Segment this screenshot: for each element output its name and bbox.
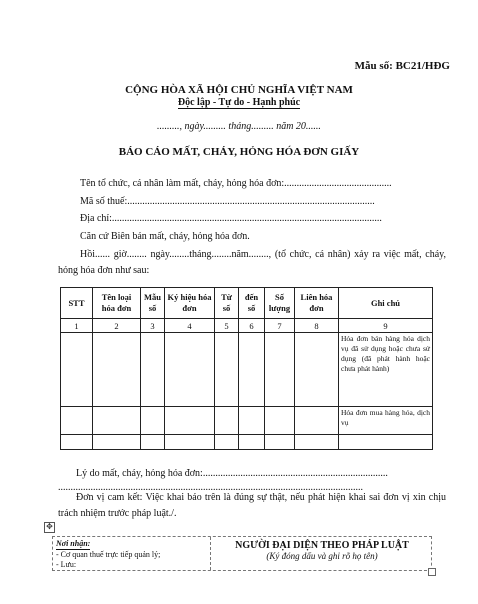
table-cell[interactable]: [295, 333, 339, 407]
table-row: [61, 407, 433, 435]
header-quantity: Số lượng: [265, 288, 295, 319]
col-number: 5: [215, 319, 239, 333]
table-cell[interactable]: [165, 333, 215, 407]
tax-code-field: Mã số thuế:...................................................................................................: [80, 196, 375, 207]
table-cell[interactable]: [215, 333, 239, 407]
org-name-field: Tên tổ chức, cá nhân làm mất, cháy, hỏng hóa đơn:...........................................: [80, 178, 392, 189]
table-cell[interactable]: [93, 333, 141, 407]
col-number: 9: [339, 319, 433, 333]
reason-field: Lý do mất, cháy, hỏng hóa đơn:..........................................................................: [76, 468, 388, 479]
col-number: 7: [265, 319, 295, 333]
recipient-archive: - Lưu:: [56, 560, 77, 569]
table-cell[interactable]: [265, 333, 295, 407]
recipients-block: [53, 537, 211, 570]
col-number: 1: [61, 319, 93, 333]
col-number: 8: [295, 319, 339, 333]
table-cell[interactable]: [165, 435, 215, 450]
table-cell[interactable]: [61, 407, 93, 435]
address-field: Địa chỉ:............................................................................................................: [80, 213, 382, 224]
signer-title: NGƯỜI ĐẠI DIỆN THEO PHÁP LUẬT: [235, 540, 409, 551]
header-stt: STT: [61, 288, 93, 319]
table-cell[interactable]: [141, 435, 165, 450]
commitment-text: Đơn vị cam kết: Việc khai báo trên là đúng sự thật, nếu phát hiện khai sai đơn vị xin chịu trách nhiệm trước pháp luật./.: [58, 492, 446, 519]
table-cell[interactable]: [141, 407, 165, 435]
recipients-heading: Nơi nhận:: [56, 539, 91, 548]
table-cell[interactable]: [265, 435, 295, 450]
table-cell[interactable]: [93, 435, 141, 450]
signature-table: [52, 536, 432, 571]
header-to: đến số: [239, 288, 265, 319]
resize-icon[interactable]: [428, 568, 436, 576]
header-form: Mẫu số: [141, 288, 165, 319]
note-sales-invoice: Hóa đơn bán hàng hóa dịch vụ đã sử dụng hoặc chưa sử dụng (đã phát hành hoặc chưa phát hành): [339, 333, 433, 407]
nation-heading: CỘNG HÒA XÃ HỘI CHỦ NGHĨA VIỆT NAM: [125, 84, 353, 96]
table-header-row: [61, 288, 433, 319]
col-number: 4: [165, 319, 215, 333]
col-number: 2: [93, 319, 141, 333]
table-number-row: [61, 319, 433, 333]
motto-text: Độc lập - Tự do - Hạnh phúc: [177, 97, 301, 108]
table-cell[interactable]: [93, 407, 141, 435]
table-cell[interactable]: [295, 435, 339, 450]
table-cell[interactable]: [215, 407, 239, 435]
report-title: BÁO CÁO MẤT, CHÁY, HỎNG HÓA ĐƠN GIẤY: [118, 146, 360, 158]
table-cell[interactable]: [61, 333, 93, 407]
note-purchase-invoice: Hóa đơn mua hàng hóa, dịch vụ: [339, 407, 433, 435]
motto: [0, 97, 478, 108]
recipient-tax-office: - Cơ quan thuế trực tiếp quản lý;: [56, 550, 161, 559]
table-cell[interactable]: [61, 435, 93, 450]
move-icon[interactable]: ✥: [44, 522, 55, 533]
col-number: 6: [239, 319, 265, 333]
table-cell[interactable]: [339, 435, 433, 450]
reason-dots: ..........................................................................................................................: [58, 482, 363, 493]
col-number: 3: [141, 319, 165, 333]
basis-text: Căn cứ Biên bản mất, cháy, hỏng hóa đơn.: [80, 231, 250, 242]
table-cell[interactable]: [165, 407, 215, 435]
table-cell[interactable]: [141, 333, 165, 407]
table-cell[interactable]: [239, 333, 265, 407]
table-cell[interactable]: [265, 407, 295, 435]
table-row: [61, 435, 433, 450]
signer-note: (Ký đóng dấu và ghi rõ họ tên): [266, 551, 378, 561]
dateline: ........., ngày......... tháng......... năm 20......: [157, 121, 321, 132]
lost-invoice-table: [60, 287, 433, 450]
table-cell[interactable]: [215, 435, 239, 450]
header-from: Từ số: [215, 288, 239, 319]
header-invoice-type: Tên loại hóa đơn: [93, 288, 141, 319]
table-row: [61, 333, 433, 407]
header-copy: Liên hóa đơn: [295, 288, 339, 319]
table-cell[interactable]: [239, 407, 265, 435]
header-symbol: Ký hiệu hóa đơn: [165, 288, 215, 319]
header-notes: Ghi chú: [339, 288, 433, 319]
table-cell[interactable]: [295, 407, 339, 435]
incident-text: Hồi...... giờ........ ngày........tháng........năm........, (tổ chức, cá nhân) xảy ra việc mất, cháy, hỏng hóa đơn như sau:: [58, 249, 446, 276]
table-cell[interactable]: [239, 435, 265, 450]
form-number: Mẫu số: BC21/HĐG: [354, 60, 450, 72]
signer-block: [213, 537, 431, 570]
